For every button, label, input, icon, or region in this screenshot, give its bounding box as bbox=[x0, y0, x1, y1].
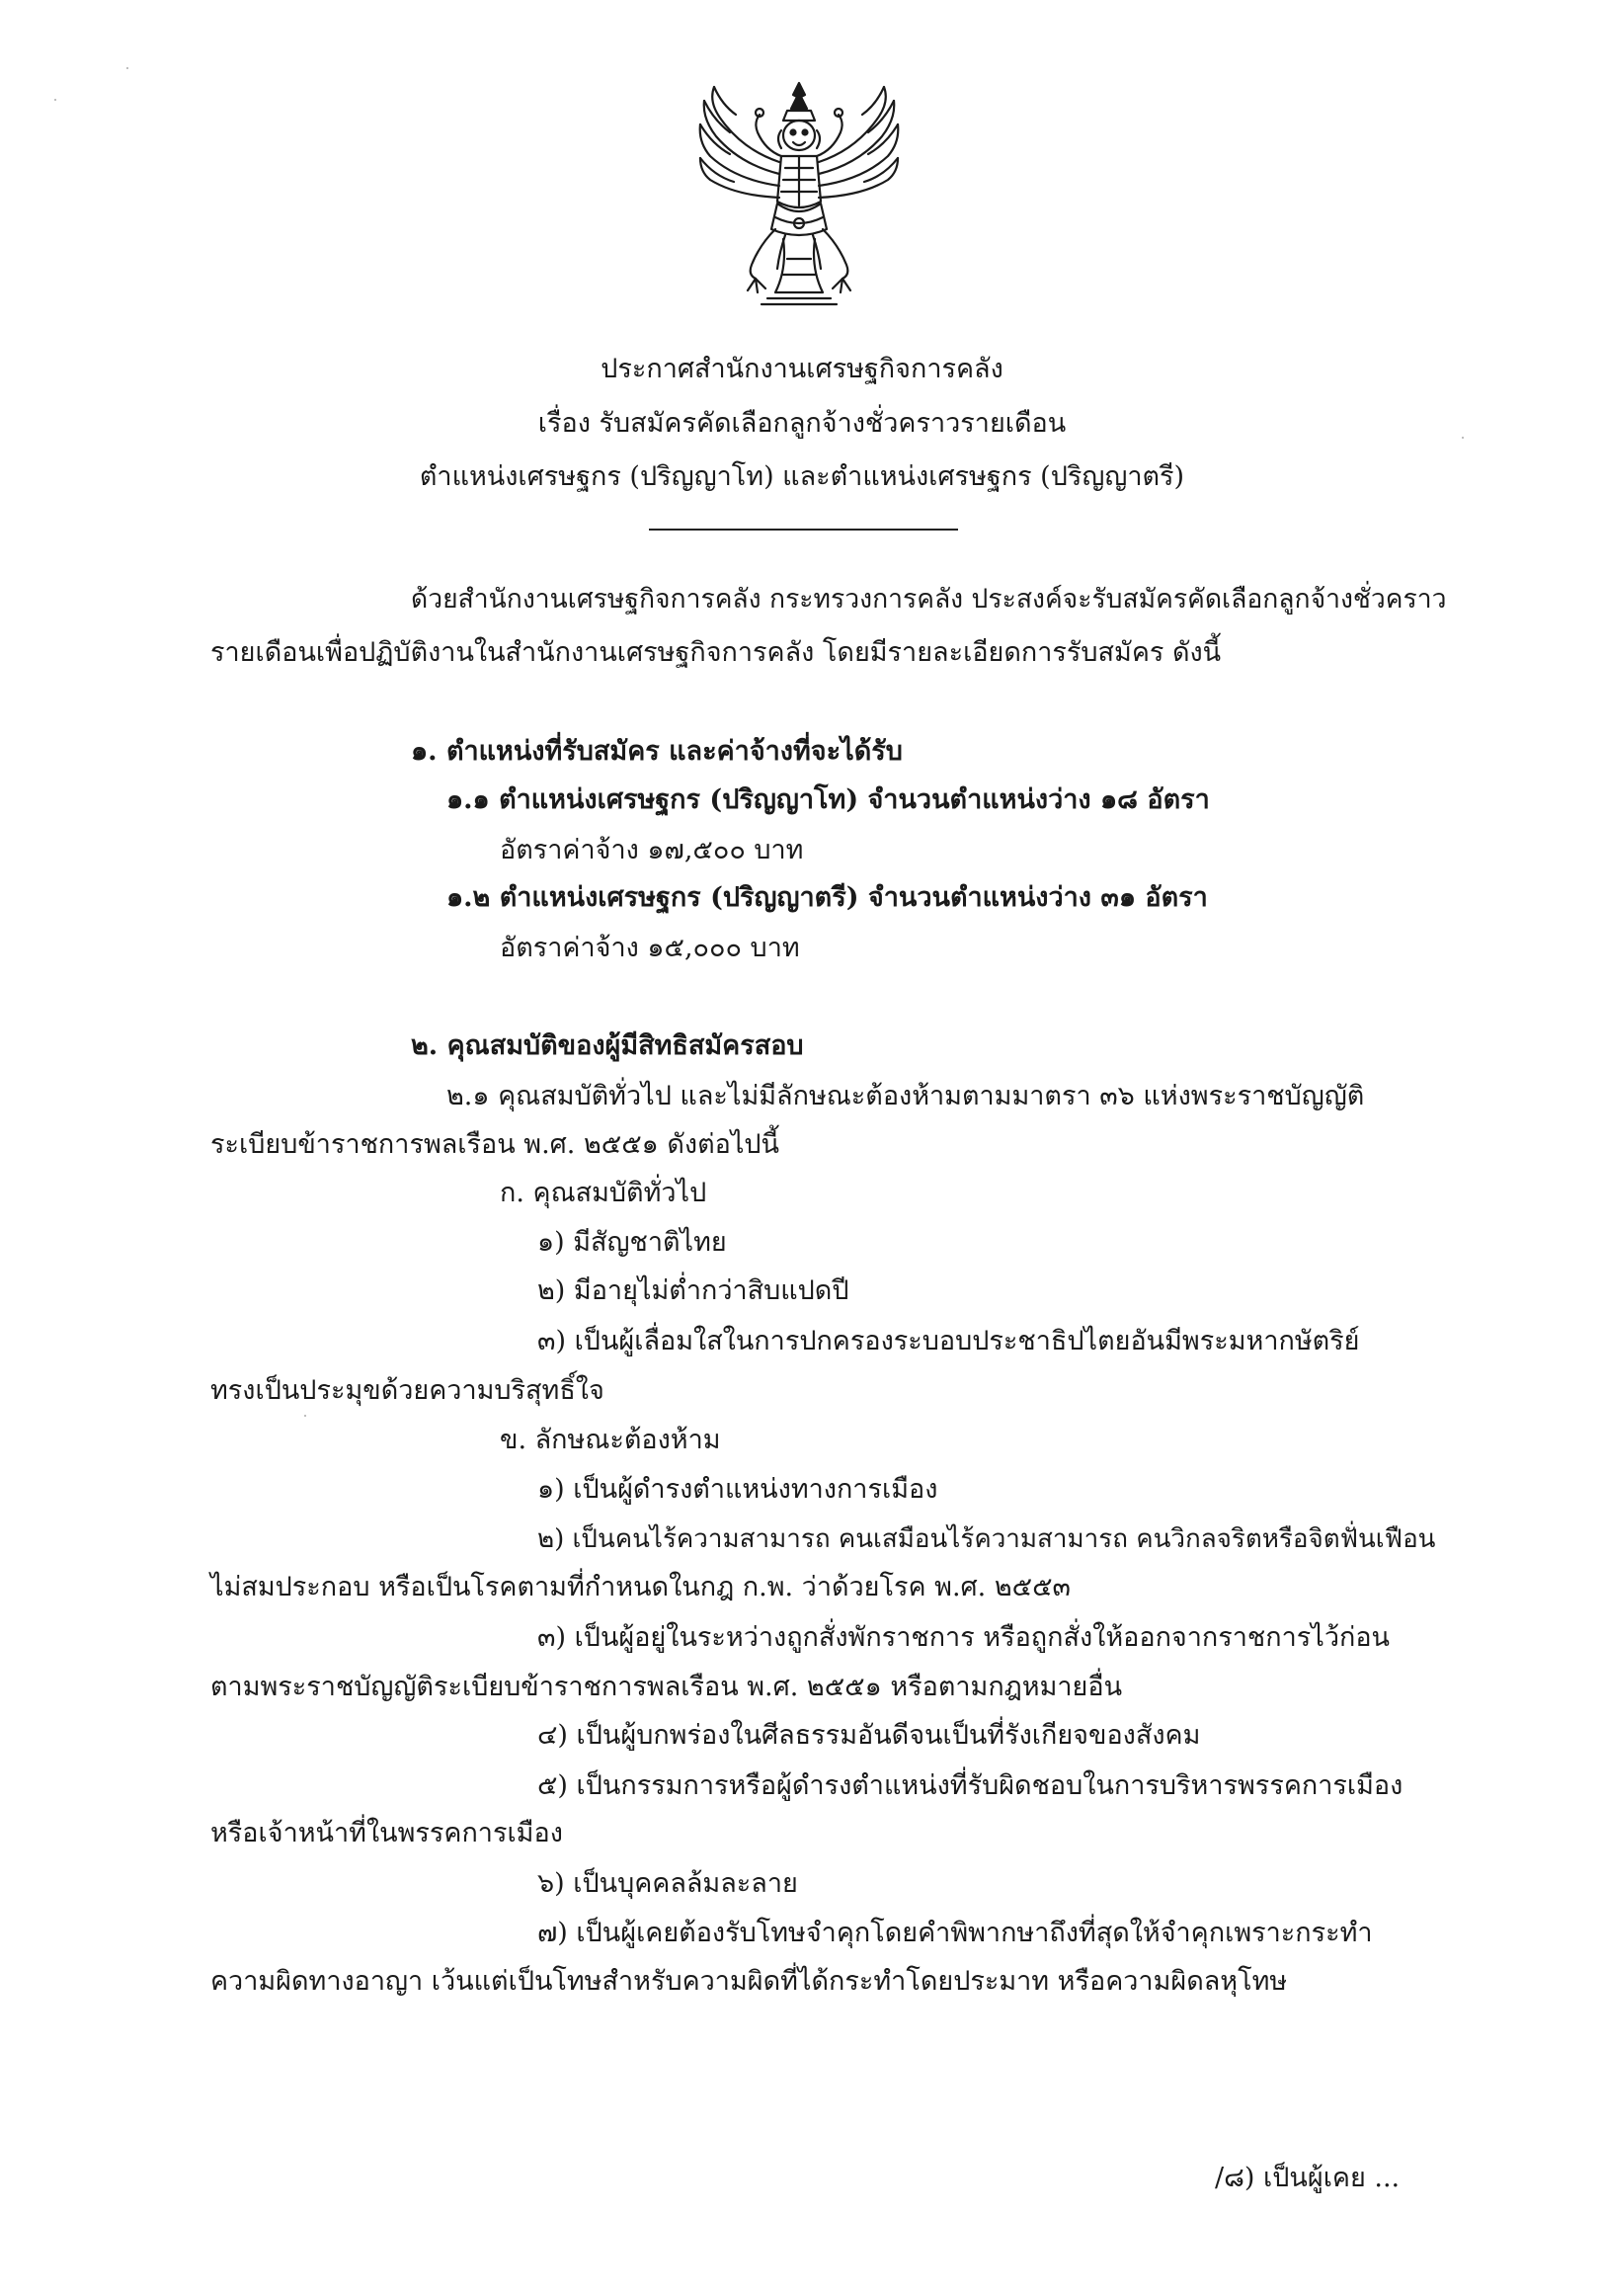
garuda-emblem bbox=[696, 81, 902, 310]
subject-line: เรื่อง รับสมัครคัดเลือกลูกจ้างชั่วคราวรายเดือน bbox=[537, 408, 1067, 439]
section-1-heading: ๑. ตำแหน่งที่รับสมัคร และค่าจ้างที่จะได้รับ bbox=[411, 736, 903, 767]
announcement-title: ประกาศสำนักงานเศรษฐกิจการคลัง bbox=[601, 354, 1003, 384]
item-a-3-line-2: ทรงเป็นประมุขด้วยความบริสุทธิ์ใจ bbox=[210, 1375, 604, 1406]
item-a-2: ๒) มีอายุไม่ต่ำกว่าสิบแปดปี bbox=[537, 1275, 849, 1306]
item-b-1: ๑) เป็นผู้ดำรงตำแหน่งทางการเมือง bbox=[537, 1474, 938, 1505]
qualification-2-1-line-1: ๒.๑ คุณสมบัติทั่วไป และไม่มีลักษณะต้องห้ามตามมาตรา ๓๖ แห่งพระราชบัญญัติ bbox=[446, 1081, 1365, 1111]
item-b-7-line-1: ๗) เป็นผู้เคยต้องรับโทษจำคุกโดยคำพิพากษาถึงที่สุดให้จำคุกเพราะกระทำ bbox=[537, 1918, 1373, 1948]
item-b-6: ๖) เป็นบุคคลล้มละลาย bbox=[537, 1868, 798, 1899]
group-a-heading: ก. คุณสมบัติทั่วไป bbox=[500, 1178, 707, 1208]
item-b-5-line-2: หรือเจ้าหน้าที่ในพรรคการเมือง bbox=[210, 1818, 563, 1848]
item-b-3-line-2: ตามพระราชบัญญัติระเบียบข้าราชการพลเรือน พ.ศ. ๒๕๕๑ หรือตามกฎหมายอื่น bbox=[210, 1672, 1123, 1702]
scan-speck bbox=[126, 67, 128, 69]
section-2-heading: ๒. คุณสมบัติของผู้มีสิทธิสมัครสอบ bbox=[411, 1030, 804, 1061]
item-b-4: ๔) เป็นผู้บกพร่องในศีลธรรมอันดีจนเป็นที่รังเกียจของสังคม bbox=[537, 1720, 1201, 1751]
item-b-2-line-2: ไม่สมประกอบ หรือเป็นโรคตามที่กำหนดในกฎ ก.พ. ว่าด้วยโรค พ.ศ. ๒๕๕๓ bbox=[210, 1572, 1071, 1602]
scan-speck bbox=[304, 1415, 306, 1417]
scan-speck bbox=[54, 99, 56, 101]
page-continuation: /๘) เป็นผู้เคย ... bbox=[1215, 2163, 1401, 2193]
item-b-2-line-1: ๒) เป็นคนไร้ความสามารถ คนเสมือนไร้ความสามารถ คนวิกลจริตหรือจิตฟั่นเฟือน bbox=[537, 1524, 1436, 1554]
wage-1-1: อัตราค่าจ้าง ๑๗,๕๐๐ บาท bbox=[500, 835, 804, 865]
intro-line-1: ด้วยสำนักงานเศรษฐกิจการคลัง กระทรวงการคลัง ประสงค์จะรับสมัครคัดเลือกลูกจ้างชั่วคราว bbox=[411, 584, 1447, 615]
title-divider bbox=[649, 529, 958, 531]
item-a-1: ๑) มีสัญชาติไทย bbox=[537, 1227, 727, 1258]
group-b-heading: ข. ลักษณะต้องห้าม bbox=[500, 1425, 721, 1455]
item-b-3-line-1: ๓) เป็นผู้อยู่ในระหว่างถูกสั่งพักราชการ หรือถูกสั่งให้ออกจากราชการไว้ก่อน bbox=[537, 1622, 1391, 1653]
item-b-5-line-1: ๕) เป็นกรรมการหรือผู้ดำรงตำแหน่งที่รับผิดชอบในการบริหารพรรคการเมือง bbox=[537, 1770, 1404, 1801]
wage-1-2: อัตราค่าจ้าง ๑๕,๐๐๐ บาท bbox=[500, 933, 800, 963]
position-1-2: ๑.๒ ตำแหน่งเศรษฐกร (ปริญญาตรี) จำนวนตำแหน่งว่าง ๓๑ อัตรา bbox=[446, 882, 1208, 913]
position-line: ตำแหน่งเศรษฐกร (ปริญญาโท) และตำแหน่งเศรษฐกร (ปริญญาตรี) bbox=[419, 461, 1185, 492]
intro-line-2: รายเดือนเพื่อปฏิบัติงานในสำนักงานเศรษฐกิจการคลัง โดยมีรายละเอียดการรับสมัคร ดังนี้ bbox=[210, 637, 1222, 668]
qualification-2-1-line-2: ระเบียบข้าราชการพลเรือน พ.ศ. ๒๕๕๑ ดังต่อไปนี้ bbox=[210, 1129, 779, 1160]
item-b-7-line-2: ความผิดทางอาญา เว้นแต่เป็นโทษสำหรับความผิดที่ได้กระทำโดยประมาท หรือความผิดลหุโทษ bbox=[210, 1966, 1288, 1997]
item-a-3-line-1: ๓) เป็นผู้เลื่อมใสในการปกครองระบอบประชาธิปไตยอันมีพระมหากษัตริย์ bbox=[537, 1326, 1360, 1356]
position-1-1: ๑.๑ ตำแหน่งเศรษฐกร (ปริญญาโท) จำนวนตำแหน่งว่าง ๑๘ อัตรา bbox=[446, 784, 1210, 815]
